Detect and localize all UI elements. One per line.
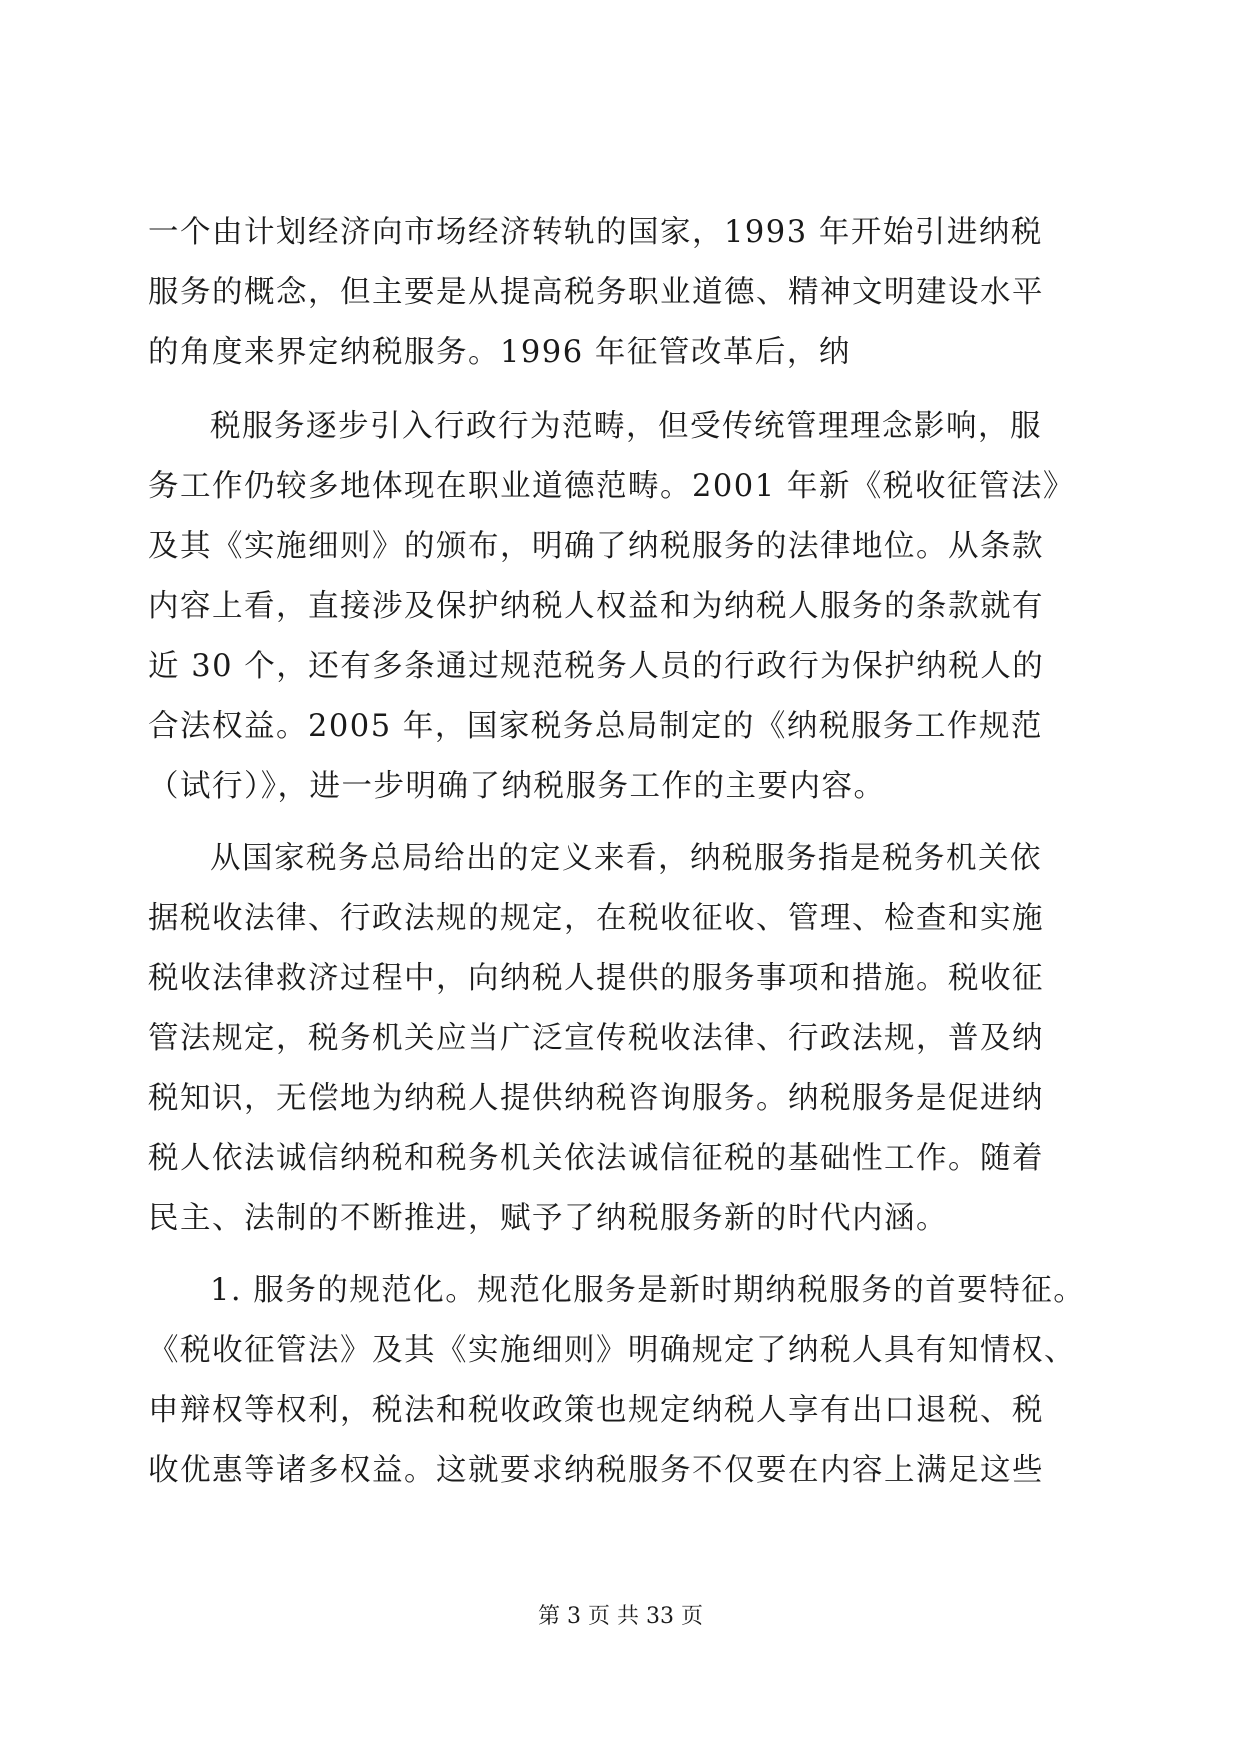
text-line: （试行）》，进一步明确了纳税服务工作的主要内容。 [148, 769, 886, 804]
text-line: 内容上看，直接涉及保护纳税人权益和为纳税人服务的条款就有 [148, 589, 1044, 624]
text-line: 的角度来界定纳税服务。1996 年征管改革后，纳 [148, 335, 851, 370]
text-line: 税知识，无偿地为纳税人提供纳税咨询服务。纳税服务是促进纳 [148, 1081, 1044, 1116]
text-line: 一个由计划经济向市场经济转轨的国家，1993 年开始引进纳税 [148, 215, 1043, 250]
text-line: 收优惠等诸多权益。这就要求纳税服务不仅要在内容上满足这些 [148, 1453, 1044, 1488]
text-line: 1. 服务的规范化。规范化服务是新时期纳税服务的首要特征。 [210, 1273, 1086, 1308]
text-line: 合法权益。2005 年，国家税务总局制定的《纳税服务工作规范 [148, 709, 1043, 744]
text-line: 申辩权等权利，税法和税收政策也规定纳税人享有出口退税、税 [148, 1393, 1044, 1428]
text-line: 税收法律救济过程中，向纳税人提供的服务事项和措施。税收征 [148, 961, 1044, 996]
text-line: 税服务逐步引入行政行为范畴，但受传统管理理念影响，服 [210, 409, 1042, 444]
text-line: 务工作仍较多地体现在职业道德范畴。2001 年新《税收征管法》 [148, 469, 1075, 504]
text-line: 《税收征管法》及其《实施细则》明确规定了纳税人具有知情权、 [148, 1333, 1076, 1368]
text-line: 从国家税务总局给出的定义来看，纳税服务指是税务机关依 [210, 841, 1042, 876]
text-line: 管法规定，税务机关应当广泛宣传税收法律、行政法规，普及纳 [148, 1021, 1044, 1056]
text-line: 服务的概念，但主要是从提高税务职业道德、精神文明建设水平 [148, 275, 1044, 310]
text-line: 及其《实施细则》的颁布，明确了纳税服务的法律地位。从条款 [148, 529, 1044, 564]
page-footer: 第 3 页 共 33 页 [538, 1604, 703, 1629]
text-line: 税人依法诚信纳税和税务机关依法诚信征税的基础性工作。随着 [148, 1141, 1044, 1176]
text-line: 民主、法制的不断推进，赋予了纳税服务新的时代内涵。 [148, 1201, 948, 1236]
text-line: 近 30 个，还有多条通过规范税务人员的行政行为保护纳税人的 [148, 649, 1045, 684]
text-line: 据税收法律、行政法规的规定，在税收征收、管理、检查和实施 [148, 901, 1044, 936]
